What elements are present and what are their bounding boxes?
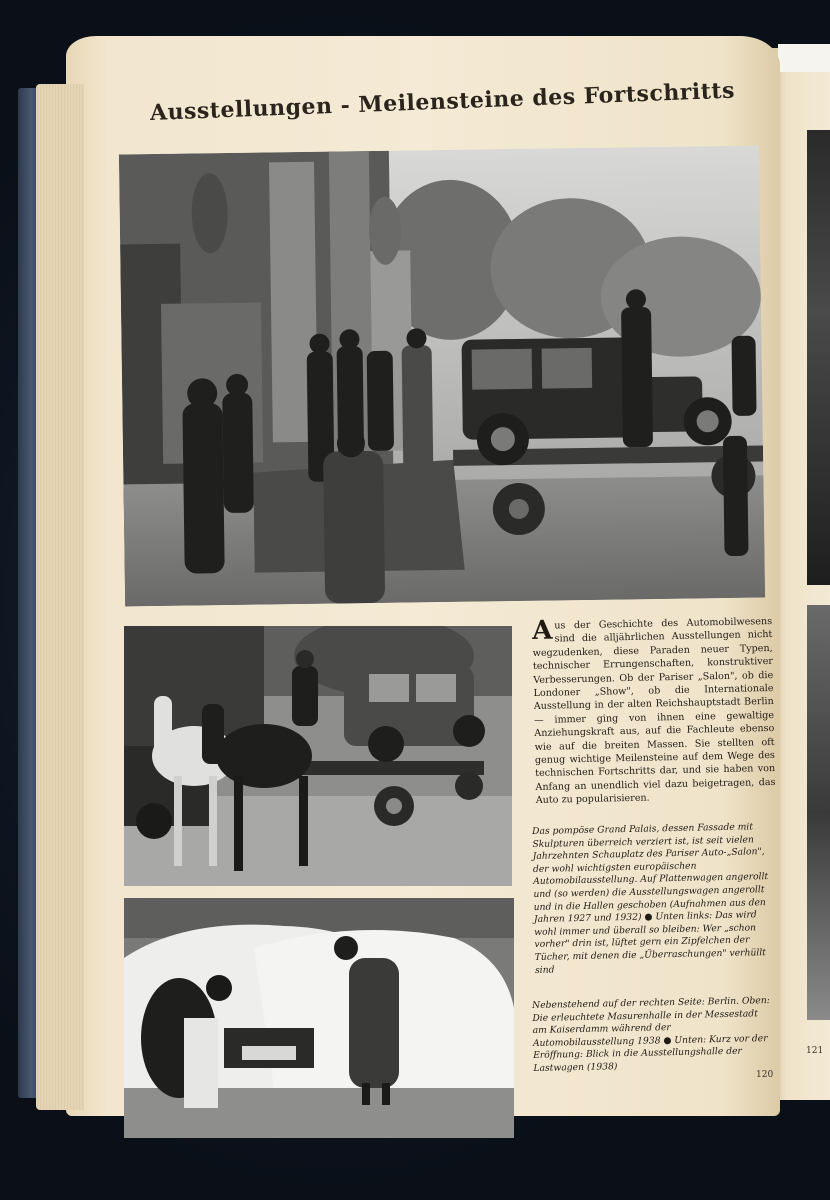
facing-page-photo-bottom [807, 605, 830, 1020]
article-body [532, 615, 776, 808]
page-number: 120 [756, 1070, 774, 1080]
page-title: Ausstellungen - Meilensteine des Fortschritts [149, 77, 736, 126]
photo-horse-wagon [124, 626, 512, 886]
photo-covered-cars [124, 898, 514, 1138]
photo-caption-left: Das pompöse Grand Palais, dessen Fassade mit Skulpturen überreich verziert ist, ist seit vielen Jahrzehnten Schauplatz des Pariser Auto-„Salon", der wohl wichtigsten europäischen Automobilausstellung. Auf Plattenwagen angerollt und (so werden) die Ausstellungswagen angerollt und in die Hallen geschoben (Aufnahmen aus den Jahren 1927 und 1932) ● Unten links: Das wird wohl immer und überall so bleiben: Wer „schon vorher" drin ist, lüftet gern ein Zipfelchen der Tücher, mit denen die „Überraschungen" verhüllt sind [532, 821, 769, 976]
photo-grand-palais [119, 146, 765, 607]
photo-caption-right-page: Nebenstehend auf der rechten Seite: Berlin. Oben: Die erleuchtete Masurenhalle in der Messestadt am Kaiserdamm während der Automobilausstellung 1938 ● Unten: Kurz vor der Eröffnung: Blick in die Ausstellungshalle der Lastwagen (1938) [532, 995, 770, 1074]
facing-page-photo-top [807, 130, 830, 585]
page-marker-tab [778, 44, 830, 72]
dropcap: A [531, 615, 553, 646]
page-edges [36, 84, 84, 1110]
facing-page-number: 121 [806, 1046, 824, 1056]
article-text: us der Geschichte des Automobilwesens sind die alljährlichen Ausstellungen nicht wegzudenken, diese Paraden neuer Typen, technischer Errungenschaften, konstruktiver Verbesserungen. Ob der Pariser „Salon", ob die Londoner „Show", ob die Internationale Ausstellung in der alten Reichshauptstadt Berlin — immer ging von ihnen eine gewaltige Anziehungskraft aus, auf die Fachleute ebenso wie auf die breiten Massen. Sie stellten oft genug wichtige Meilensteine auf dem Wege des technischen Fortschritts dar, und sie haben von Anfang an unendlich viel dazu beigetragen, das Auto zu popularisieren. [532, 615, 776, 807]
